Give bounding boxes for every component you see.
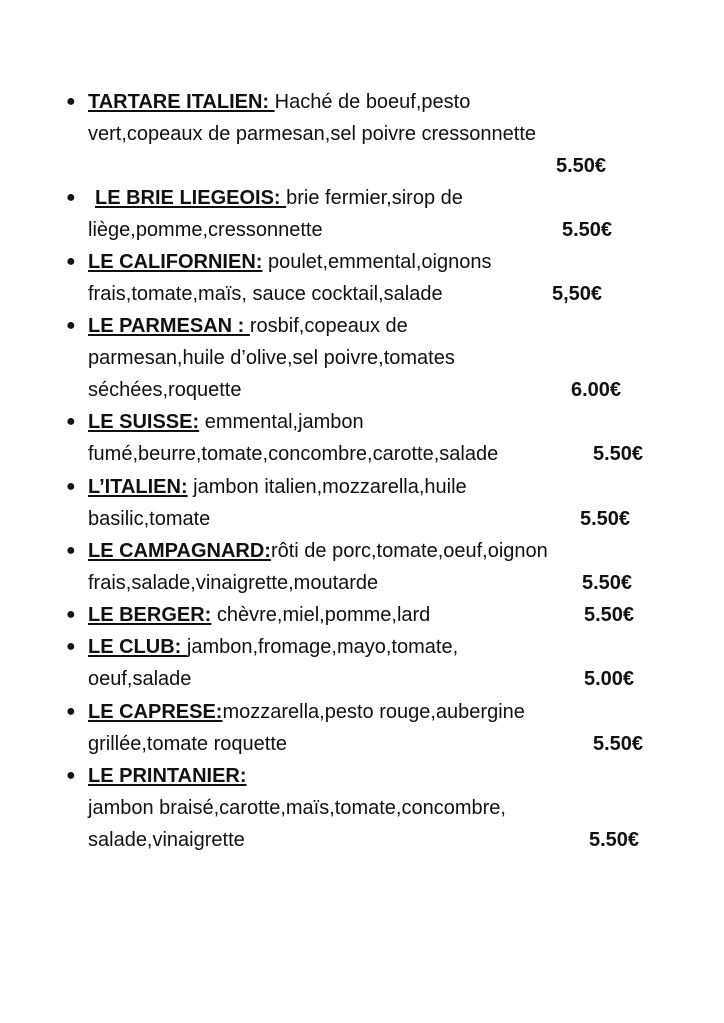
item-price: 5.50€ bbox=[593, 443, 644, 465]
item-name: LE BRIE LIEGEOIS: bbox=[95, 187, 287, 209]
item-price: 5.50€ bbox=[589, 829, 640, 851]
item-name: TARTARE ITALIEN: bbox=[88, 91, 275, 113]
item-description: jambon,fromage,mayo,tomate, bbox=[186, 636, 459, 658]
menu-item-parmesan bbox=[66, 314, 408, 338]
item-price: 5.50€ bbox=[556, 155, 607, 177]
bullet-icon: ● bbox=[66, 606, 76, 623]
item-description: rôti de porc,tomate,oeuf,oignon bbox=[270, 540, 548, 562]
menu-item-caprese bbox=[66, 700, 525, 724]
item-name: LE PRINTANIER: bbox=[88, 765, 247, 787]
bullet-icon: ● bbox=[66, 478, 76, 495]
item-description-line: vert,copeaux de parmesan,sel poivre cressonnette bbox=[88, 123, 537, 145]
item-description-line: basilic,tomate bbox=[88, 508, 211, 530]
item-description-line: parmesan,huile d’olive,sel poivre,tomates bbox=[88, 347, 455, 369]
bullet-icon: ● bbox=[66, 413, 76, 430]
item-description-line: séchées,roquette bbox=[88, 379, 242, 401]
item-description-line: salade,vinaigrette bbox=[88, 829, 245, 851]
item-price: 5.50€ bbox=[584, 604, 635, 626]
item-name: LE CAPRESE: bbox=[88, 701, 223, 723]
item-price: 5,50€ bbox=[552, 283, 603, 305]
bullet-icon: ● bbox=[66, 638, 76, 655]
item-description: brie fermier,sirop de bbox=[286, 187, 463, 209]
item-price: 5.50€ bbox=[582, 572, 633, 594]
item-name: LE BERGER: bbox=[88, 604, 212, 626]
item-description: mozzarella,pesto rouge,aubergine bbox=[222, 701, 525, 723]
bullet-icon: ● bbox=[66, 93, 76, 110]
item-description-line: jambon braisé,carotte,maïs,tomate,concombre, bbox=[88, 797, 506, 819]
item-description: emmental,jambon bbox=[199, 411, 364, 433]
item-description-line: oeuf,salade bbox=[88, 668, 192, 690]
item-price: 5.50€ bbox=[562, 219, 613, 241]
item-price: 5.50€ bbox=[580, 508, 631, 530]
item-price: 5.00€ bbox=[584, 668, 635, 690]
item-description: poulet,emmental,oignons bbox=[262, 251, 492, 273]
item-description: chèvre,miel,pomme,lard bbox=[211, 604, 431, 626]
menu-item-club bbox=[66, 635, 459, 659]
item-price: 5.50€ bbox=[593, 733, 644, 755]
menu-item-suisse bbox=[66, 410, 364, 434]
menu-item-berger bbox=[66, 603, 431, 627]
bullet-icon: ● bbox=[66, 703, 76, 720]
item-description: jambon italien,mozzarella,huile bbox=[187, 476, 467, 498]
menu-item-brie-liegeois bbox=[66, 186, 463, 210]
item-description-line: liège,pomme,cressonnette bbox=[88, 219, 323, 241]
menu-item-tartare-italien bbox=[66, 90, 471, 114]
item-description-line: frais,tomate,maïs, sauce cocktail,salade bbox=[88, 283, 443, 305]
item-name: LE CLUB: bbox=[88, 636, 187, 658]
item-description-line: grillée,tomate roquette bbox=[88, 733, 288, 755]
item-price: 6.00€ bbox=[571, 379, 622, 401]
bullet-icon: ● bbox=[66, 253, 76, 270]
item-description: Haché de boeuf,pesto bbox=[274, 91, 471, 113]
item-description-line: frais,salade,vinaigrette,moutarde bbox=[88, 572, 379, 594]
item-name: L’ITALIEN: bbox=[88, 476, 188, 498]
bullet-icon: ● bbox=[66, 189, 76, 206]
item-description: rosbif,copeaux de bbox=[249, 315, 408, 337]
item-description-line: fumé,beurre,tomate,concombre,carotte,salade bbox=[88, 443, 499, 465]
menu-item-italien bbox=[66, 475, 467, 499]
bullet-icon: ● bbox=[66, 317, 76, 334]
item-name: LE CAMPAGNARD: bbox=[88, 540, 271, 562]
menu-item-campagnard bbox=[66, 539, 548, 563]
item-name: LE PARMESAN : bbox=[88, 315, 250, 337]
bullet-icon: ● bbox=[66, 542, 76, 559]
menu-item-californien bbox=[66, 250, 492, 274]
item-name: LE SUISSE: bbox=[88, 411, 200, 433]
bullet-icon: ● bbox=[66, 767, 76, 784]
item-name: LE CALIFORNIEN: bbox=[88, 251, 263, 273]
menu-item-printanier bbox=[66, 764, 247, 788]
